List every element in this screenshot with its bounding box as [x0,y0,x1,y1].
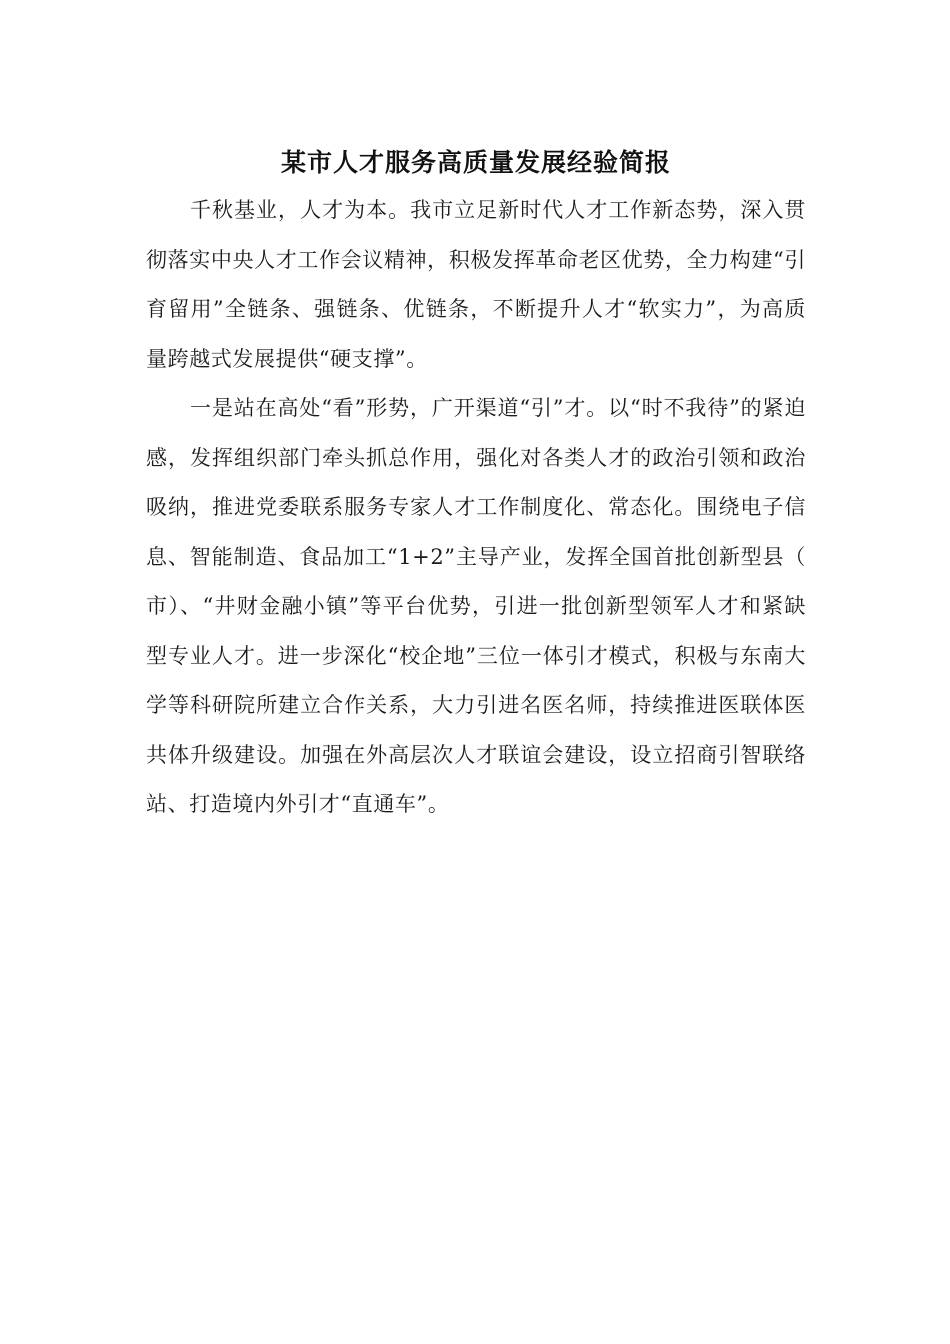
paragraph-section-one: 一是站在高处“看”形势，广开渠道“引”才。以“时不我待”的紧迫感，发挥组织部门牵头抓总作用，强化对各类人才的政治引领和政治吸纳，推进党委联系服务专家人才工作制度化、常态化。围绕电子信息、智能制造、食品加工“1+2”主导产业，发挥全国首批创新型县（市）、“井财金融小镇”等平台优势，引进一批创新型领军人才和紧缺型专业人才。进一步深化“校企地”三位一体引才模式，积极与东南大学等科研院所建立合作关系，大力引进名医名师，持续推进医联体医共体升级建设。加强在外高层次人才联谊会建设，设立招商引智联络站、打造境内外引才“直通车”。 [146,396,806,816]
document-body [146,140,806,830]
paragraph-intro: 千秋基业，人才为本。我市立足新时代人才工作新态势，深入贯彻落实中央人才工作会议精神，积极发挥革命老区优势，全力构建“引育留用”全链条、强链条、优链条，不断提升人才“软实力”，为高质量跨越式发展提供“硬支撑”。 [146,198,806,371]
document-title: 某市人才服务高质量发展经验简报 [280,148,671,177]
